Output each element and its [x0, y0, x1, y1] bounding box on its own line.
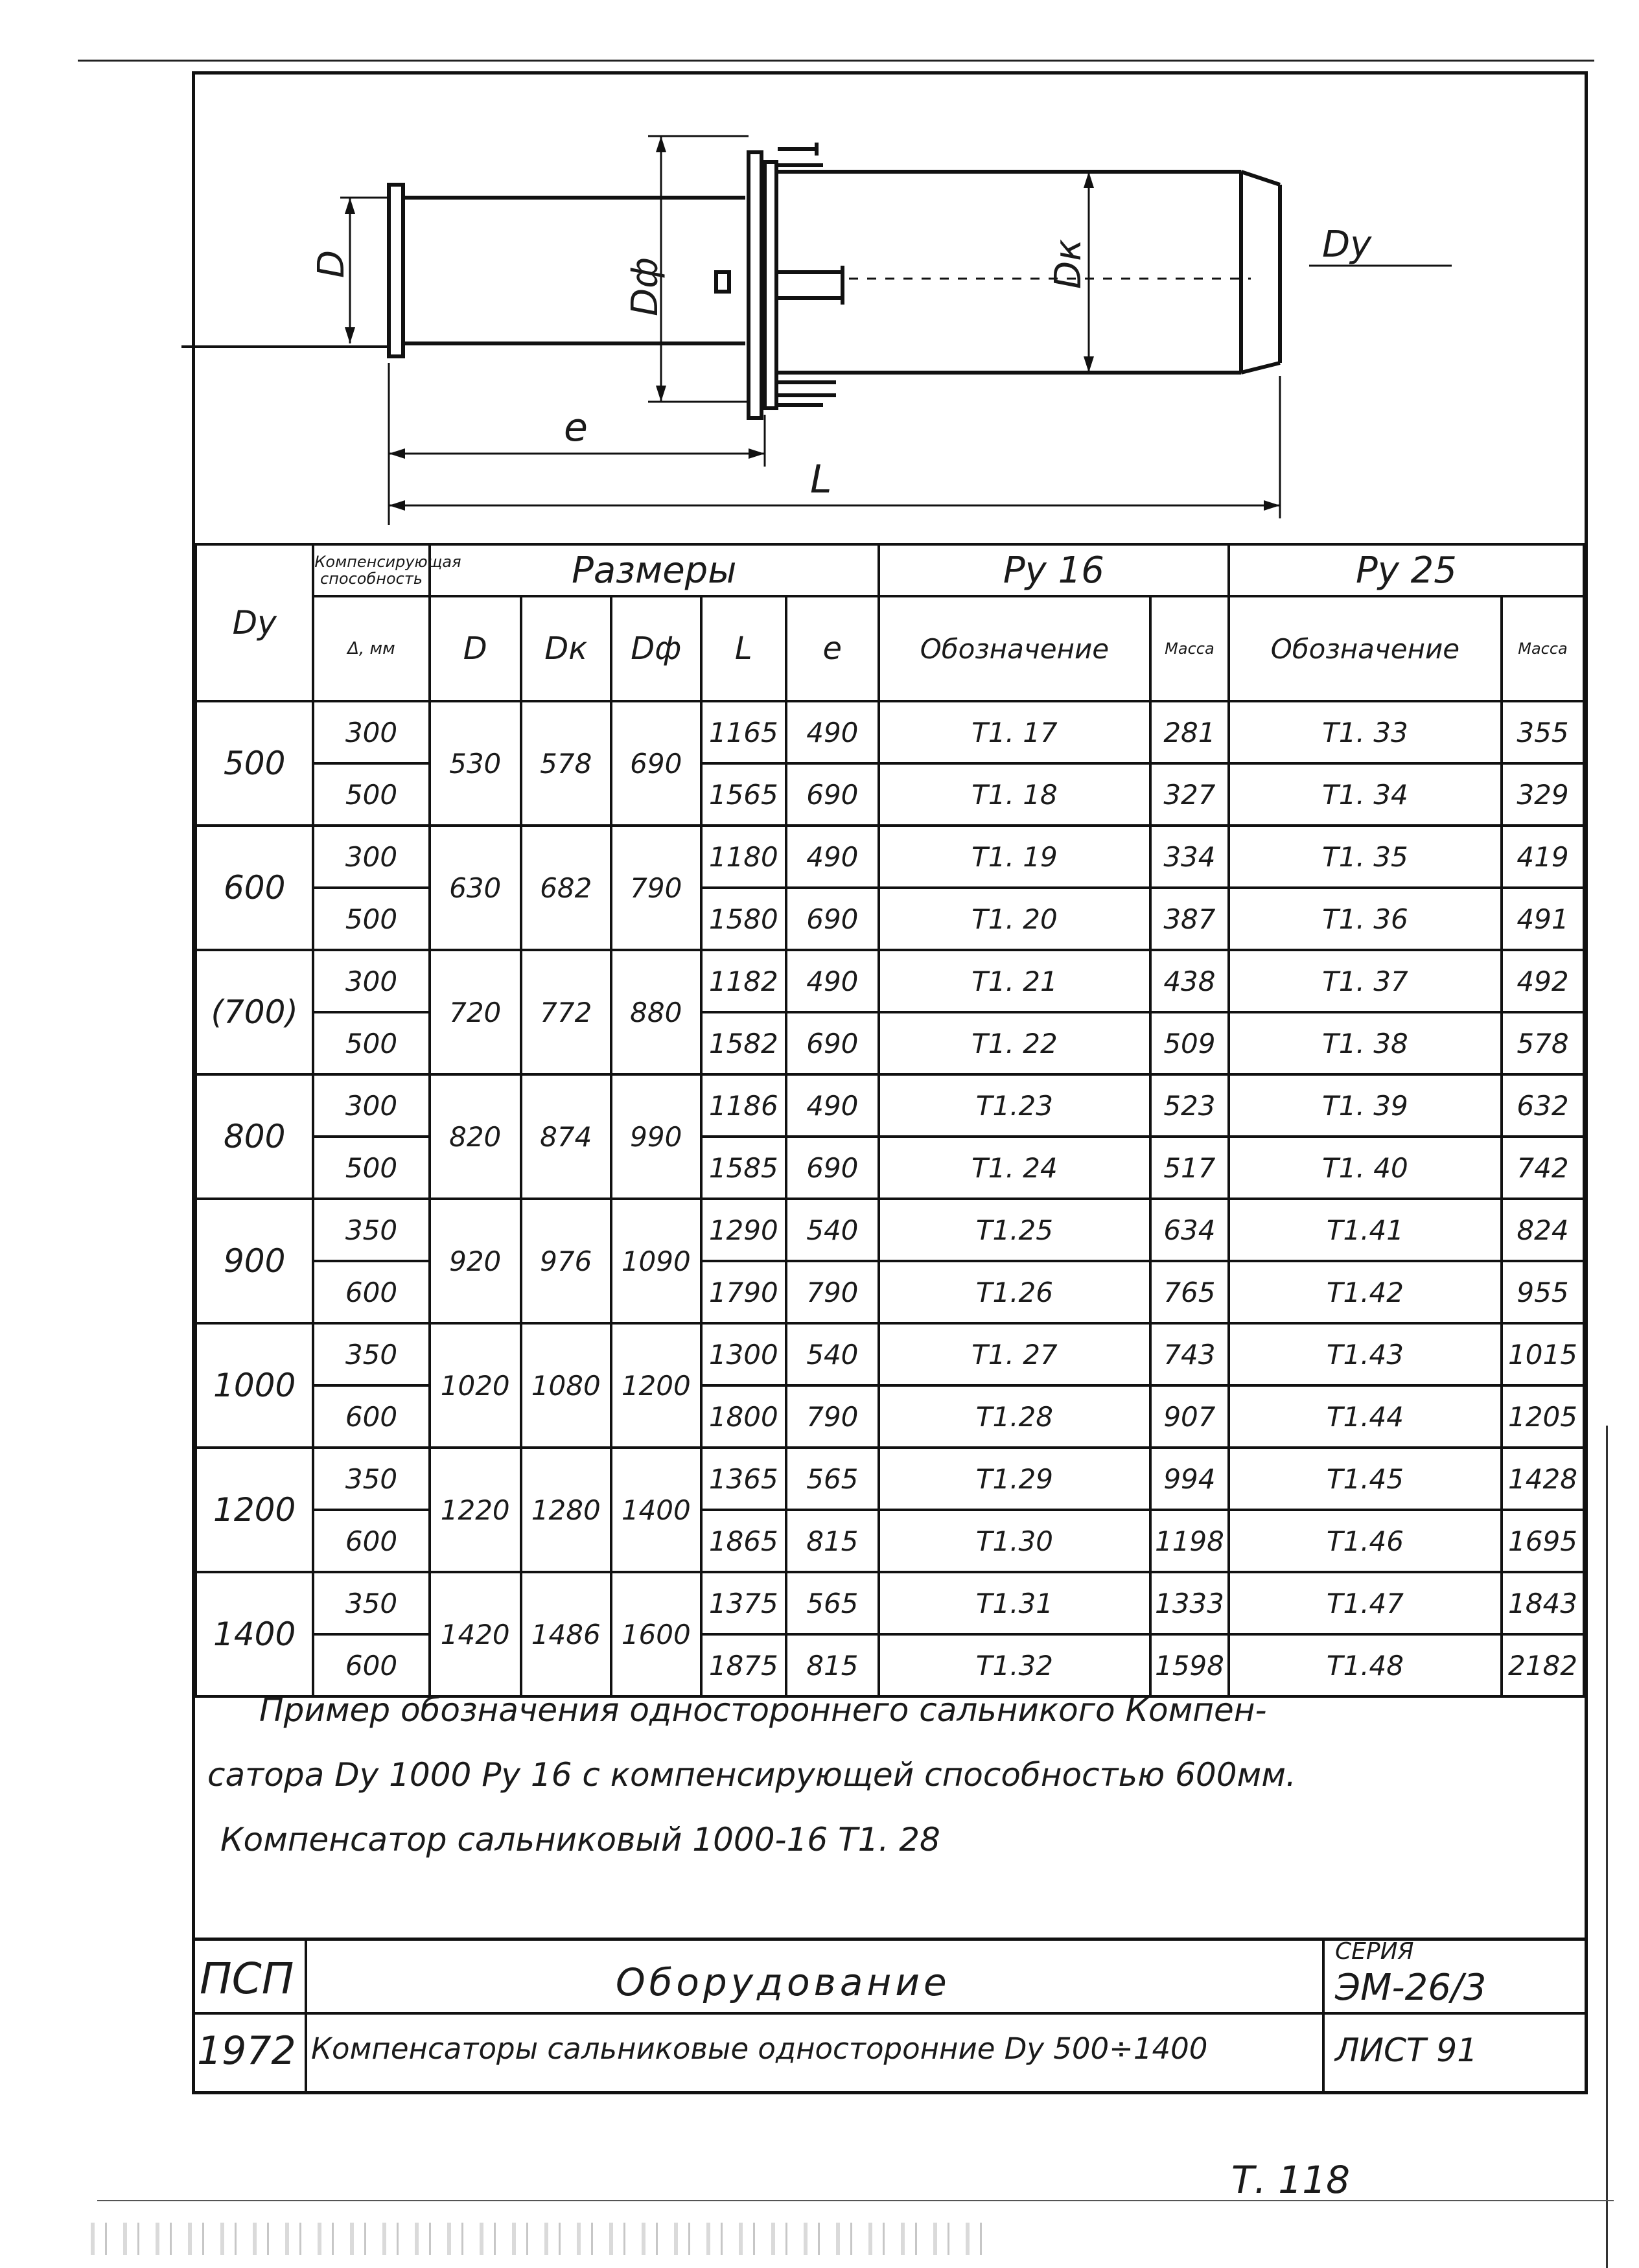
cell-dy: 500	[196, 701, 313, 826]
cell-Dk: 976	[521, 1199, 611, 1323]
cell-dy: 1200	[196, 1448, 313, 1572]
col-L: L	[701, 596, 786, 701]
col-designation-16: Обозначение	[879, 596, 1150, 701]
cell-delta: 500	[313, 1012, 429, 1074]
tb-description: Компенсаторы сальниковые односторонние Dy 500÷1400	[311, 2031, 1208, 2066]
cell-delta: 600	[313, 1385, 429, 1448]
cell-Dk: 1080	[521, 1323, 611, 1448]
cell-L: 1165	[701, 701, 786, 763]
cell-m25: 742	[1502, 1137, 1584, 1199]
cell-dy: (700)	[196, 950, 313, 1074]
cell-d16: Т1.23	[879, 1074, 1150, 1137]
cell-d16: Т1. 19	[879, 826, 1150, 888]
cell-m16: 743	[1150, 1323, 1229, 1385]
cell-d16: Т1.25	[879, 1199, 1150, 1261]
example-line-2: сатора Dy 1000 Ру 16 с компенсирующей способностью 600мм.	[207, 1756, 1296, 1794]
cell-D: 1220	[430, 1448, 521, 1572]
cell-dy: 900	[196, 1199, 313, 1323]
cell-L: 1186	[701, 1074, 786, 1137]
bottom-margin-line	[97, 2200, 1614, 2201]
tb-section: Оборудование	[616, 1960, 951, 2004]
cell-Df: 1600	[611, 1572, 701, 1696]
cell-delta: 350	[313, 1323, 429, 1385]
cell-m16: 634	[1150, 1199, 1229, 1261]
cell-delta: 350	[313, 1448, 429, 1510]
cell-m25: 329	[1502, 763, 1584, 826]
cell-delta: 600	[313, 1261, 429, 1323]
col-dy: Dy	[196, 544, 313, 701]
top-border-line	[78, 60, 1594, 62]
cell-delta: 600	[313, 1634, 429, 1696]
tb-divider-left	[305, 1941, 307, 2092]
col-py25: Ру 25	[1229, 544, 1584, 596]
cell-d16: Т1.32	[879, 1634, 1150, 1696]
cell-d25: Т1. 36	[1229, 888, 1502, 950]
cell-Dk: 772	[521, 950, 611, 1074]
cell-e: 490	[786, 701, 879, 763]
cell-Df: 1090	[611, 1199, 701, 1323]
cell-Df: 1400	[611, 1448, 701, 1572]
tb-sheet: ЛИСТ 91	[1335, 2031, 1478, 2069]
cell-d16: Т1.31	[879, 1572, 1150, 1634]
cell-d25: Т1. 39	[1229, 1074, 1502, 1137]
cell-m16: 907	[1150, 1385, 1229, 1448]
cell-dy: 600	[196, 826, 313, 950]
cell-d25: Т1.46	[1229, 1510, 1502, 1572]
cell-d25: Т1. 38	[1229, 1012, 1502, 1074]
cell-m16: 327	[1150, 763, 1229, 826]
cell-m16: 517	[1150, 1137, 1229, 1199]
cell-e: 690	[786, 1137, 879, 1199]
cell-m25: 1428	[1502, 1448, 1584, 1510]
label-Dy: Dy	[1322, 224, 1372, 266]
col-designation-25: Обозначение	[1229, 596, 1502, 701]
table-row	[196, 1448, 1584, 1510]
cell-e: 565	[786, 1448, 879, 1510]
cell-d25: Т1.47	[1229, 1572, 1502, 1634]
cell-e: 490	[786, 950, 879, 1012]
col-e: e	[786, 596, 879, 701]
col-sizes: Размеры	[430, 544, 879, 596]
spec-table	[194, 543, 1585, 1698]
cell-Dk: 874	[521, 1074, 611, 1199]
cell-delta: 600	[313, 1510, 429, 1572]
cell-e: 540	[786, 1323, 879, 1385]
cell-d25: Т1.44	[1229, 1385, 1502, 1448]
cell-m16: 1198	[1150, 1510, 1229, 1572]
table-row	[196, 1074, 1584, 1137]
cell-Df: 880	[611, 950, 701, 1074]
label-Df: Dф	[624, 257, 666, 316]
cell-L: 1580	[701, 888, 786, 950]
cell-d25: Т1. 33	[1229, 701, 1502, 763]
tb-series-value: ЭМ-26/3	[1335, 1967, 1487, 2009]
cell-L: 1790	[701, 1261, 786, 1323]
col-comp-unit: Δ, мм	[313, 596, 429, 701]
cell-d16: Т1.26	[879, 1261, 1150, 1323]
cell-m16: 281	[1150, 701, 1229, 763]
cell-m16: 523	[1150, 1074, 1229, 1137]
col-Df: Dф	[611, 596, 701, 701]
col-py16: Ру 16	[879, 544, 1229, 596]
cell-L: 1800	[701, 1385, 786, 1448]
cell-delta: 350	[313, 1572, 429, 1634]
cell-D: 1420	[430, 1572, 521, 1696]
cell-m16: 1333	[1150, 1572, 1229, 1634]
cell-D: 920	[430, 1199, 521, 1323]
cell-Df: 990	[611, 1074, 701, 1199]
table-row	[196, 826, 1584, 888]
cell-m25: 419	[1502, 826, 1584, 888]
example-line-3: Компенсатор сальниковый 1000-16 Т1. 28	[220, 1821, 940, 1858]
cell-d25: Т1. 40	[1229, 1137, 1502, 1199]
tb-divider-right	[1322, 1941, 1325, 2092]
cell-d25: Т1. 34	[1229, 763, 1502, 826]
tb-series-label: СЕРИЯ	[1335, 1938, 1414, 1965]
cell-Df: 690	[611, 701, 701, 826]
cell-D: 1020	[430, 1323, 521, 1448]
table-row	[196, 1137, 1584, 1199]
table-row	[196, 1261, 1584, 1323]
cell-e: 790	[786, 1385, 879, 1448]
cell-d16: Т1. 27	[879, 1323, 1150, 1385]
label-e: e	[564, 405, 588, 450]
cell-d16: Т1.28	[879, 1385, 1150, 1448]
cell-Df: 1200	[611, 1323, 701, 1448]
cell-e: 565	[786, 1572, 879, 1634]
cell-m25: 1695	[1502, 1510, 1584, 1572]
cell-D: 720	[430, 950, 521, 1074]
header-row-2	[196, 596, 1584, 701]
cell-m25: 492	[1502, 950, 1584, 1012]
label-D: D	[310, 249, 353, 279]
table-row	[196, 1572, 1584, 1634]
col-mass-25: Масса	[1502, 596, 1584, 701]
cell-d16: Т1. 20	[879, 888, 1150, 950]
cell-e: 690	[786, 763, 879, 826]
cell-Dk: 578	[521, 701, 611, 826]
cell-L: 1375	[701, 1572, 786, 1634]
cell-L: 1365	[701, 1448, 786, 1510]
cell-delta: 500	[313, 1137, 429, 1199]
cell-delta: 300	[313, 701, 429, 763]
col-Dk: Dк	[521, 596, 611, 701]
col-comp-capacity: Компенсирующая способность	[313, 544, 429, 596]
compensator-drawing	[194, 78, 1585, 544]
cell-d25: Т1.48	[1229, 1634, 1502, 1696]
tb-org: ПСП	[200, 1954, 294, 2004]
table-row	[196, 888, 1584, 950]
cell-L: 1182	[701, 950, 786, 1012]
cell-D: 630	[430, 826, 521, 950]
cell-d16: Т1. 17	[879, 701, 1150, 763]
table-row	[196, 1385, 1584, 1448]
label-Dk: Dк	[1047, 239, 1089, 289]
table-row	[196, 701, 1584, 763]
cell-d16: Т1. 24	[879, 1137, 1150, 1199]
table-row	[196, 763, 1584, 826]
cell-m16: 509	[1150, 1012, 1229, 1074]
cell-d25: Т1.43	[1229, 1323, 1502, 1385]
cell-m25: 355	[1502, 701, 1584, 763]
cell-d16: Т1.29	[879, 1448, 1150, 1510]
cell-m16: 387	[1150, 888, 1229, 950]
scan-noise	[91, 2223, 998, 2255]
cell-L: 1300	[701, 1323, 786, 1385]
cell-m25: 1205	[1502, 1385, 1584, 1448]
cell-L: 1582	[701, 1012, 786, 1074]
right-margin-line	[1606, 1426, 1608, 2268]
cell-m16: 765	[1150, 1261, 1229, 1323]
cell-D: 530	[430, 701, 521, 826]
page-number: Т. 118	[1231, 2158, 1351, 2202]
cell-L: 1180	[701, 826, 786, 888]
cell-m16: 438	[1150, 950, 1229, 1012]
cell-e: 815	[786, 1510, 879, 1572]
cell-m25: 1015	[1502, 1323, 1584, 1385]
tb-year: 1972	[197, 2028, 296, 2074]
cell-Dk: 1486	[521, 1572, 611, 1696]
tb-divider-mid	[194, 2012, 1585, 2015]
cell-d16: Т1. 21	[879, 950, 1150, 1012]
cell-e: 540	[786, 1199, 879, 1261]
cell-delta: 350	[313, 1199, 429, 1261]
col-D: D	[430, 596, 521, 701]
cell-e: 790	[786, 1261, 879, 1323]
cell-dy: 800	[196, 1074, 313, 1199]
col-mass-16: Масса	[1150, 596, 1229, 701]
cell-delta: 500	[313, 888, 429, 950]
cell-L: 1875	[701, 1634, 786, 1696]
cell-e: 490	[786, 826, 879, 888]
header-row-1	[196, 544, 1584, 596]
cell-L: 1290	[701, 1199, 786, 1261]
cell-m16: 994	[1150, 1448, 1229, 1510]
example-line-1: Пример обозначения одностороннего сальникого Компен-	[259, 1691, 1267, 1729]
cell-dy: 1400	[196, 1572, 313, 1696]
cell-d25: Т1.41	[1229, 1199, 1502, 1261]
cell-d16: Т1.30	[879, 1510, 1150, 1572]
cell-e: 690	[786, 888, 879, 950]
table-row	[196, 1199, 1584, 1261]
table-row	[196, 1012, 1584, 1074]
cell-d16: Т1. 18	[879, 763, 1150, 826]
cell-m25: 632	[1502, 1074, 1584, 1137]
cell-delta: 300	[313, 826, 429, 888]
cell-m16: 334	[1150, 826, 1229, 888]
cell-e: 490	[786, 1074, 879, 1137]
cell-delta: 300	[313, 950, 429, 1012]
cell-d25: Т1. 35	[1229, 826, 1502, 888]
cell-e: 690	[786, 1012, 879, 1074]
cell-d16: Т1. 22	[879, 1012, 1150, 1074]
cell-Df: 790	[611, 826, 701, 950]
cell-e: 815	[786, 1634, 879, 1696]
cell-d25: Т1. 37	[1229, 950, 1502, 1012]
table-row	[196, 1510, 1584, 1572]
cell-Dk: 682	[521, 826, 611, 950]
cell-delta: 500	[313, 763, 429, 826]
cell-m25: 2182	[1502, 1634, 1584, 1696]
cell-delta: 300	[313, 1074, 429, 1137]
designation-example	[194, 1665, 1585, 1938]
cell-Dk: 1280	[521, 1448, 611, 1572]
cell-m16: 1598	[1150, 1634, 1229, 1696]
label-L: L	[810, 457, 832, 502]
cell-m25: 578	[1502, 1012, 1584, 1074]
cell-d25: Т1.45	[1229, 1448, 1502, 1510]
cell-L: 1865	[701, 1510, 786, 1572]
cell-m25: 491	[1502, 888, 1584, 950]
cell-m25: 824	[1502, 1199, 1584, 1261]
table-row	[196, 950, 1584, 1012]
title-block	[194, 1938, 1585, 2095]
cell-dy: 1000	[196, 1323, 313, 1448]
cell-L: 1585	[701, 1137, 786, 1199]
cell-m25: 1843	[1502, 1572, 1584, 1634]
cell-m25: 955	[1502, 1261, 1584, 1323]
cell-D: 820	[430, 1074, 521, 1199]
cell-d25: Т1.42	[1229, 1261, 1502, 1323]
table-row	[196, 1323, 1584, 1385]
cell-L: 1565	[701, 763, 786, 826]
